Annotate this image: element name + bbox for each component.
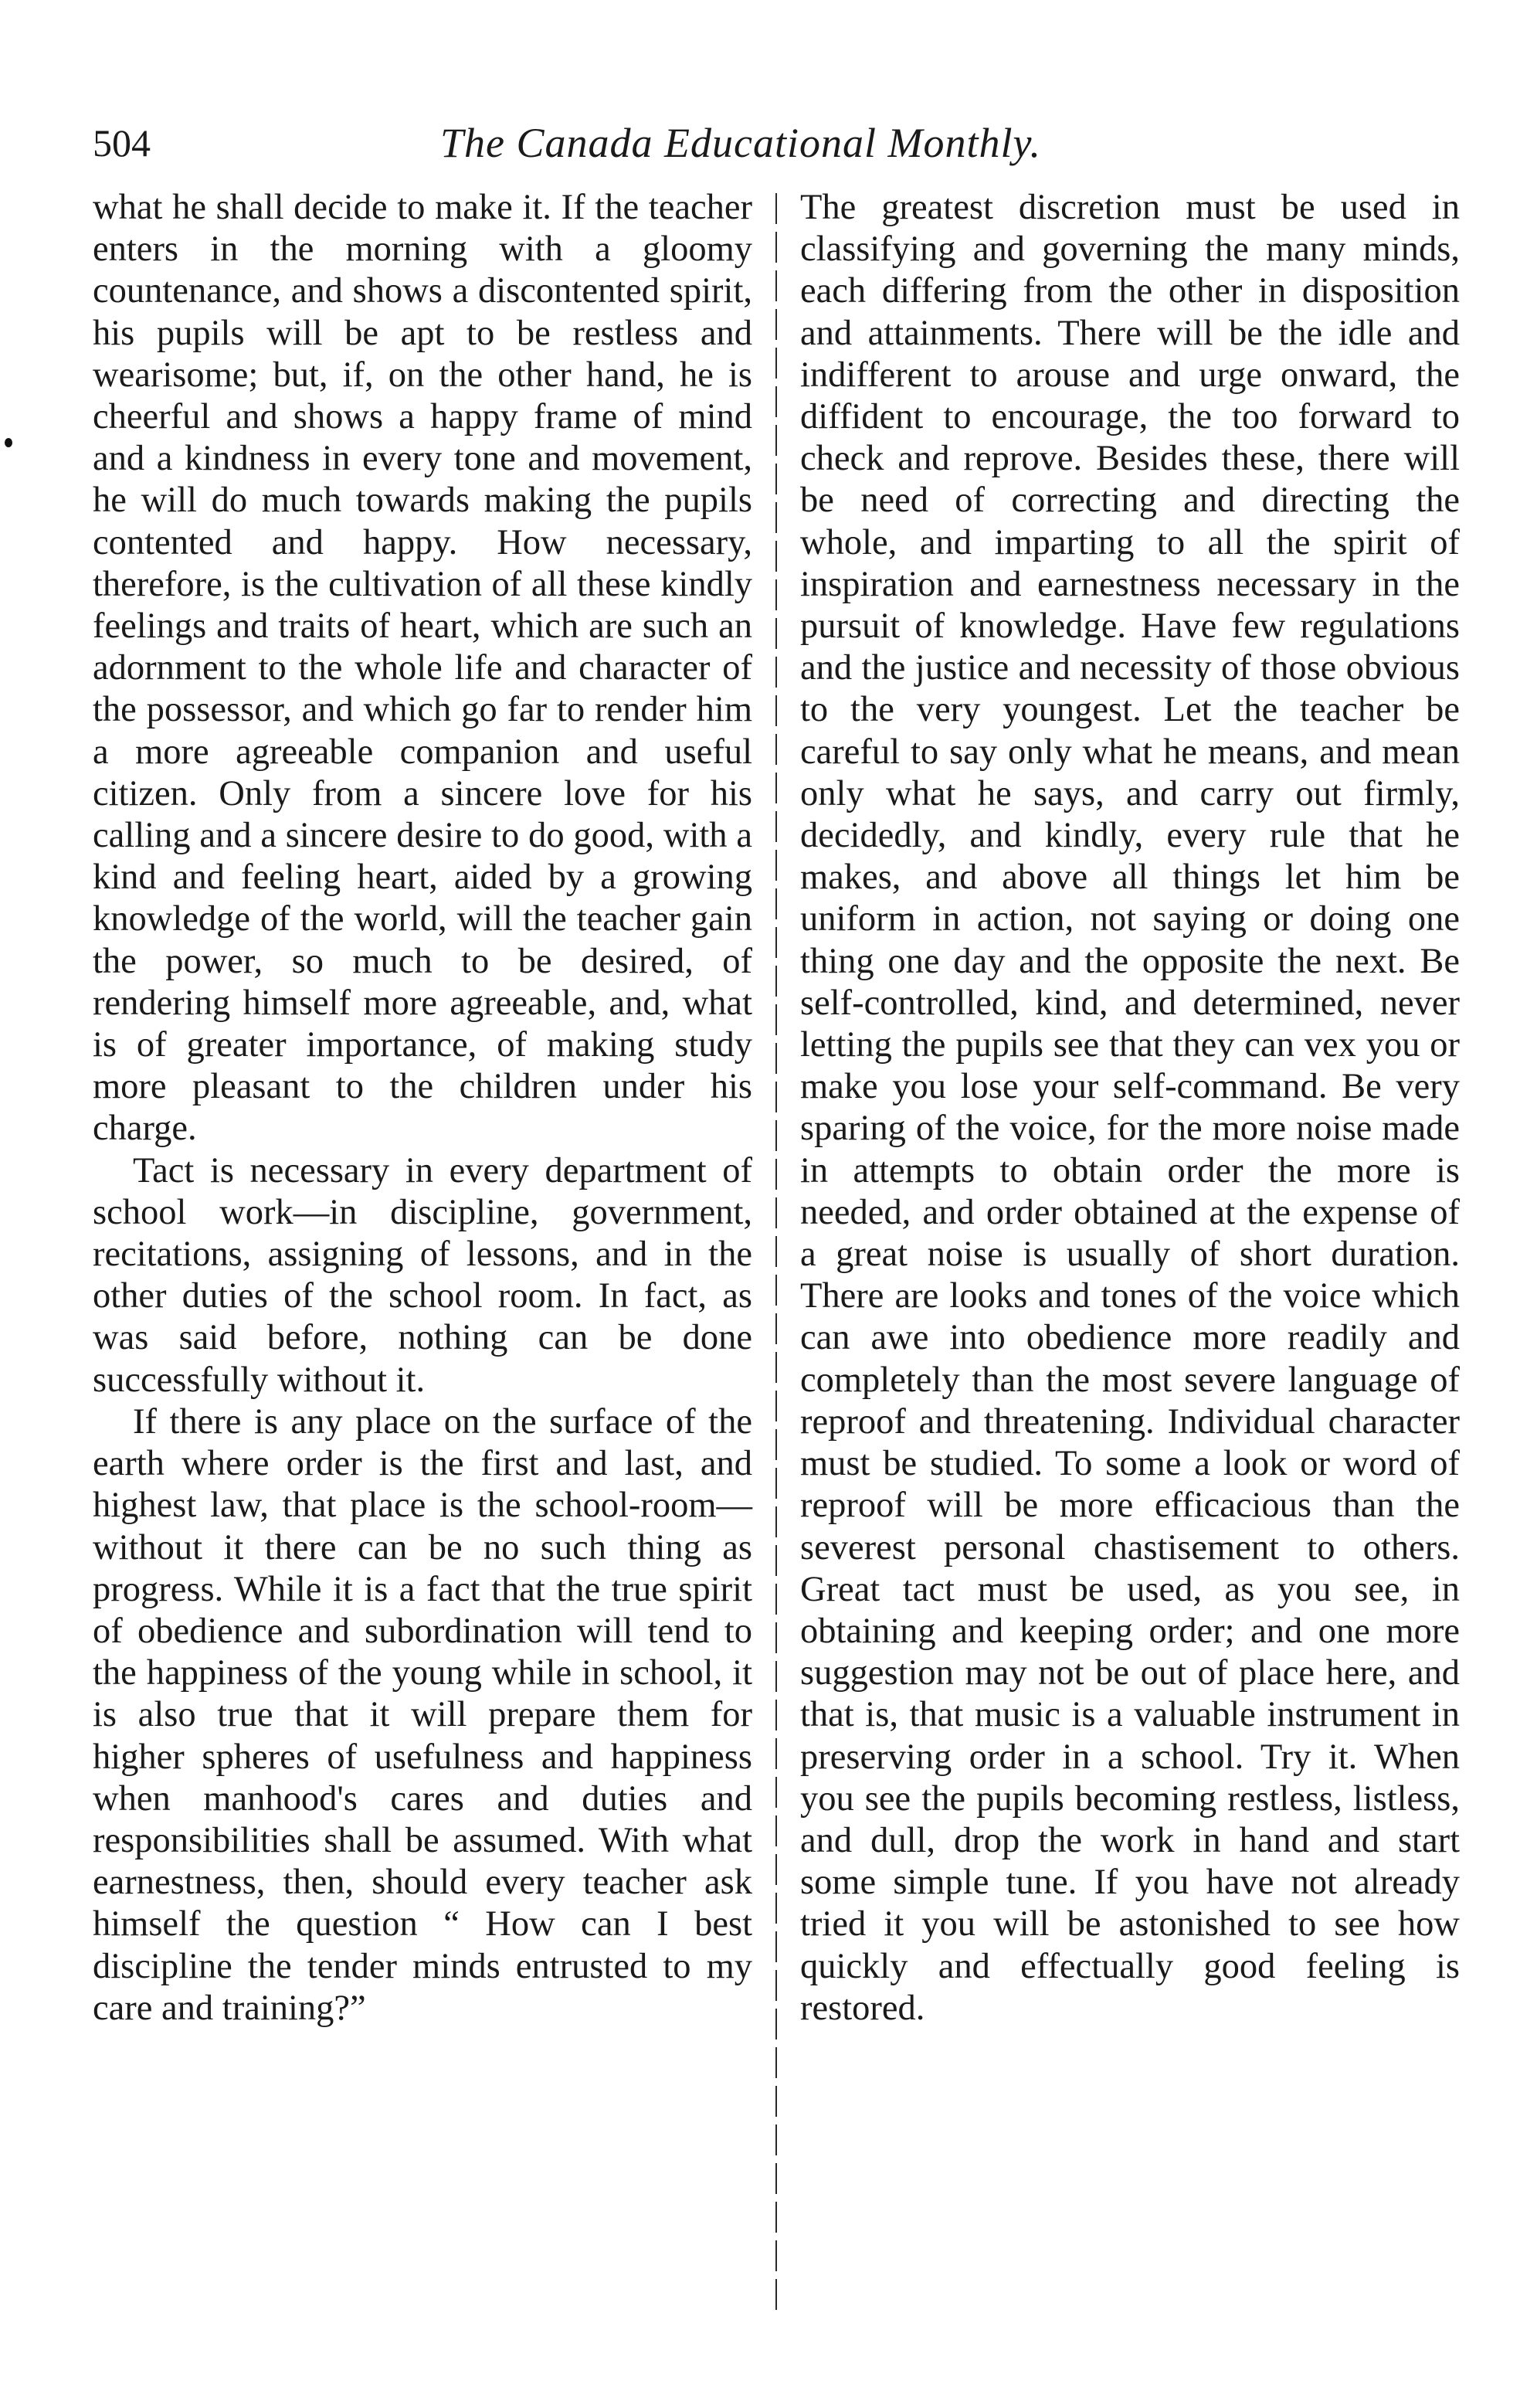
paragraph-discretion: The greatest discretion must be used in classifying and governing the many minds, each differing from the other in disposition and attainments. There will be the idle and indifferent to arouse and urge onward, the diffident to encourage, the too forward to check and reprove. Besides these, there will be need of correcting and directing the whole, and imparting to all the spirit of inspiration and earnestness necessary in the pursuit of knowledge. Have few regulations and the justice and necessity of those obvious to the very youngest. Let the teacher be careful to say only what he means, and mean only what he says, and carry out firmly, decidedly, and kindly, every rule that he makes, and above all things let him be uniform in action, not saying or doing one thing one day and the opposite the next. Be self-controlled, kind, and determined, never letting the pupils see that they can vex you or make you lose your self-command. Be very sparing of the voice, for the more noise made in attempts to obtain order the more is needed, and order obtained at the expense of a great noise is usually of short duration. There are looks and tones of the voice which can awe into obedience more readily and completely than the most severe language of reproof and threatening. Individual character must be studied. To some a look or word of reproof will be more efficacious than the severest personal chastisement to others. Great tact must be used, as you see, in obtaining and keeping order; and one more suggestion may not be out of place here, and that is, that music is a valuable instrument in preserving order in a school. Try it. When you see the pupils becoming restless, listless, and dull, drop the work in hand and start some simple tune. If you have not already tried it you will be astonished to see how quickly and effectually good feeling is restored. bbox=[800, 188, 1460, 2028]
running-title: The Canada Educational Monthly. bbox=[440, 120, 1041, 166]
paragraph-continued: what he shall decide to make it. If the teacher enters in the morning with a gloomy countenance, and shows a discontented spirit, his pupils will be apt to be restless and wearisome; but, if, on the other hand, he is cheerful and shows a happy frame of mind and a kindness in every tone and movement, he will do much towards making the pupils contented and happy. How necessary, therefore, is the cultivation of all these kindly feelings and traits of heart, which are such an adornment to the whole life and character of the possessor, and which go far to render him a more agreeable companion and useful citizen. Only from a sincere love for his calling and a sincere desire to do good, with a kind and feeling heart, aided by a growing knowledge of the world, will the teacher gain the power, so much to be desired, of rendering himself more agreeable, and, what is of greater importance, of making study more pleasant to the children under his charge. bbox=[93, 188, 752, 1149]
paragraph-order: If there is any place on the surface of the earth where order is the first and last, and highest law, that place is the school-room—without it there can be no such thing as progress. While it is a fact that the true spirit of obedience and subordination will tend to the happiness of the young while in school, it is also true that it will prepare them for higher spheres of usefulness and happiness when manhood's cares and duties and responsibilities shall be assumed. With what earnestness, then, should every teacher ask himself the question “ How can I best discipline the tender minds entrusted to my care and training?” bbox=[93, 1401, 752, 2028]
column-divider bbox=[775, 193, 777, 2310]
margin-ink-speck bbox=[5, 438, 12, 447]
left-column bbox=[93, 187, 752, 2029]
page-header bbox=[93, 108, 1460, 178]
right-column bbox=[800, 187, 1460, 2029]
page-number: 504 bbox=[93, 121, 151, 165]
paragraph-tact: Tact is necessary in every department of school work—in discipline, government, recitations, assigning of lessons, and in the other duties of the school room. In fact, as was said before, nothing can be done successfully without it. bbox=[93, 1150, 752, 1400]
